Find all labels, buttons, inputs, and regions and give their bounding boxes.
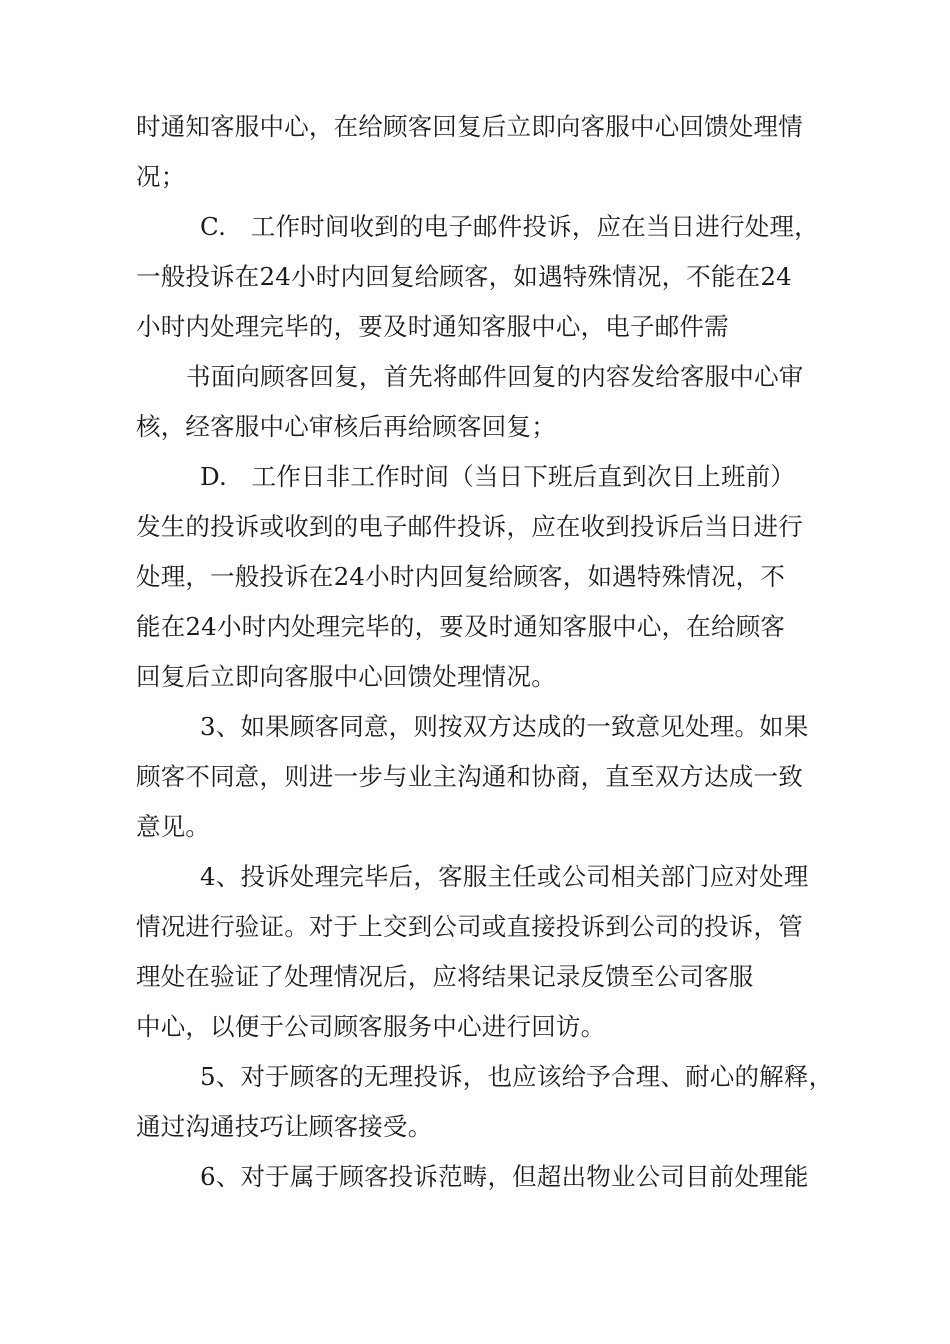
text-line: 况；: [136, 162, 186, 191]
text-line: 情况进行验证。对于上交到公司或直接投诉到公司的投诉，管: [136, 912, 803, 941]
text-line: C. 工作时间收到的电子邮件投诉，应在当日进行处理，: [200, 212, 819, 241]
text-line: 能在24小时内处理完毕的，要及时通知客服中心，在给顾客: [136, 612, 786, 641]
text-line: 中心，以便于公司顾客服务中心进行回访。: [136, 1012, 606, 1041]
text-line: 6、对于属于顾客投诉范畴，但超出物业公司目前处理能: [200, 1162, 809, 1191]
text-line: 时通知客服中心，在给顾客回复后立即向客服中心回馈处理情: [136, 112, 803, 141]
text-line: 通过沟通技巧让顾客接受。: [136, 1112, 433, 1141]
text-line: 书面向顾客回复，首先将邮件回复的内容发给客服中心审: [186, 362, 804, 391]
text-line: 回复后立即向客服中心回馈处理情况。: [136, 662, 556, 691]
text-line: 发生的投诉或收到的电子邮件投诉，应在收到投诉后当日进行: [136, 512, 803, 541]
text-line: D. 工作日非工作时间（当日下班后直到次日上班前）: [200, 462, 796, 491]
text-line: 4、投诉处理完毕后，客服主任或公司相关部门应对处理: [200, 862, 809, 891]
text-line: 5、对于顾客的无理投诉，也应该给予合理、耐心的解释，: [200, 1062, 834, 1091]
text-line: 小时内处理完毕的，要及时通知客服中心，电子邮件需: [136, 312, 729, 341]
text-line: 核，经客服中心审核后再给顾客回复；: [136, 412, 556, 441]
text-line: 3、如果顾客同意，则按双方达成的一致意见处理。如果: [200, 712, 809, 741]
text-line: 意见。: [136, 812, 211, 841]
text-line: 理处在验证了处理情况后，应将结果记录反馈至公司客服: [136, 962, 754, 991]
text-line: 处理，一般投诉在24小时内回复给顾客，如遇特殊情况，不: [136, 562, 786, 591]
text-line: 一般投诉在24小时内回复给顾客，如遇特殊情况，不能在24: [136, 262, 792, 291]
text-line: 顾客不同意，则进一步与业主沟通和协商，直至双方达成一致: [136, 762, 803, 791]
